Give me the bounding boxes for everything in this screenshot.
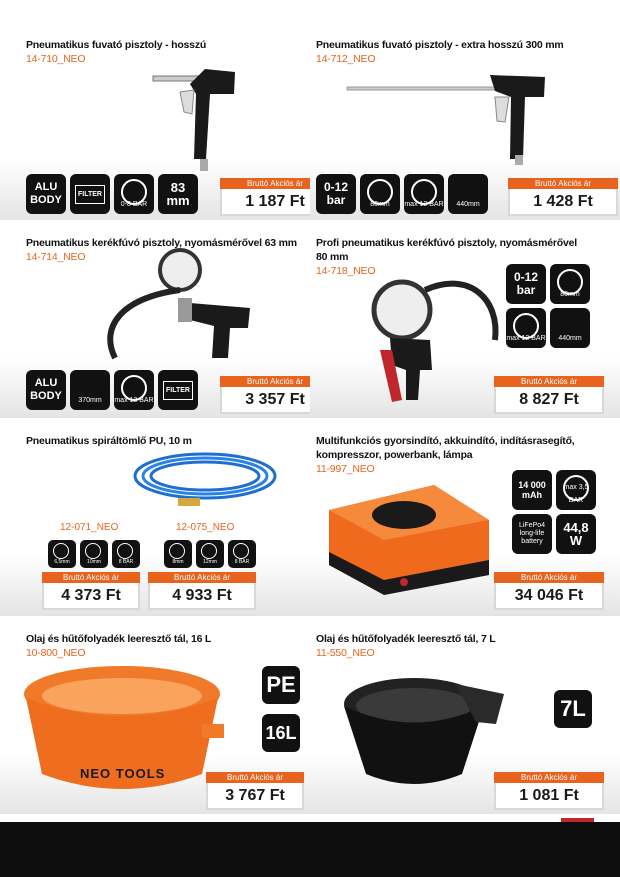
pressure-gauge-icon: max 12 BAR <box>114 370 154 410</box>
product-card-10-800 <box>0 616 310 814</box>
variant-code: 12-075_NEO <box>176 522 235 533</box>
air-blow-gun-image <box>150 64 240 172</box>
feature-badges <box>26 370 198 410</box>
product-title: Profi pneumatikus kerékfúvó pisztoly, nyomásmérővel 80 mm 14-718_NEO <box>316 237 577 277</box>
jump-starter-image <box>324 480 492 598</box>
neo-tools-logo: NEO TOOLS <box>80 766 166 781</box>
product-title: Multifunkciós gyorsindító, akkuindító, indításrasegítő, kompresszor, powerbank, lámpa 11-997_NEO <box>316 435 575 475</box>
tire-inflator-gun-image <box>80 248 260 368</box>
material-pe-badge: PE <box>262 666 300 704</box>
pressure-range-badge: 0-12 bar <box>506 264 546 304</box>
product-card-14-714 <box>0 220 310 418</box>
diameter-icon: 80mm <box>550 264 590 304</box>
price-box: Bruttó Akciós ár 4 933 Ft <box>148 572 256 612</box>
outer-diameter-icon: 10mm <box>80 540 108 568</box>
pressure-gauge-icon: 8 BAR <box>228 540 256 568</box>
variant-code: 12-071_NEO <box>60 522 119 533</box>
length-icon: 440mm <box>550 308 590 348</box>
price-box: Bruttó Akciós ár 8 827 Ft <box>494 376 604 416</box>
filter-icon: FILTER <box>70 174 110 214</box>
feature-badges <box>26 174 198 214</box>
inner-diameter-icon: 8mm <box>164 540 192 568</box>
power-badge: 44,8 W <box>556 514 596 554</box>
price-box: Bruttó Akciós ár 3 357 Ft <box>220 376 330 416</box>
filter-icon: FILTER <box>158 370 198 410</box>
price-box: Bruttó Akciós ár 1 187 Ft <box>220 178 330 218</box>
pro-tire-inflator-image <box>370 270 510 410</box>
price-box: Bruttó Akciós ár 4 373 Ft <box>42 572 140 612</box>
oil-drain-pan-7l-image <box>336 664 506 794</box>
length-badge: 83 mm <box>158 174 198 214</box>
alu-body-badge: ALU BODY <box>26 370 66 410</box>
product-card-14-712 <box>310 22 620 220</box>
product-title: Olaj és hűtőfolyadék leeresztő tál, 7 L 11-550_NEO <box>316 633 496 659</box>
price-box: Bruttó Akciós ár 3 767 Ft <box>206 772 304 812</box>
capacity-badge: 7L <box>554 690 592 728</box>
price-box: Bruttó Akciós ár 1 428 Ft <box>508 178 618 218</box>
product-card-11-997 <box>310 418 620 616</box>
pressure-gauge-icon: max 12 BAR <box>506 308 546 348</box>
capacity-badge: 14 000 mAh <box>512 470 552 510</box>
price-box: Bruttó Akciós ár 1 081 Ft <box>494 772 604 812</box>
product-card-14-718 <box>310 220 620 418</box>
alu-body-badge: ALU BODY <box>26 174 66 214</box>
product-card-11-550 <box>310 616 620 814</box>
pressure-gauge-icon: max 12 BAR <box>404 174 444 214</box>
pressure-gauge-icon: 8 BAR <box>112 540 140 568</box>
price-box: Bruttó Akciós ár 34 046 Ft <box>494 572 604 612</box>
product-card-spiral-hose <box>0 418 310 616</box>
product-title: Pneumatikus kerékfúvó pisztoly, nyomásmérővel 63 mm 14-714_NEO <box>26 237 297 263</box>
product-card-14-710 <box>0 22 310 220</box>
variant-1-badges <box>48 540 140 568</box>
variant-2-badges <box>164 540 256 568</box>
product-title: Olaj és hűtőfolyadék leeresztő tál, 16 L 10-800_NEO <box>26 633 212 659</box>
feature-badges <box>316 174 488 214</box>
battery-type-badge: LiFePo4 long-life battery <box>512 514 552 554</box>
pressure-gauge-icon: 0-8 BAR <box>114 174 154 214</box>
length-icon: 440mm <box>448 174 488 214</box>
product-title: Pneumatikus fuvató pisztoly - hosszú 14-710_NEO <box>26 39 207 65</box>
page-footer-bar <box>0 822 620 877</box>
capacity-badge: 16L <box>262 714 300 752</box>
feature-badges <box>512 470 600 554</box>
feature-badges <box>506 264 598 348</box>
inner-diameter-icon: 6,5mm <box>48 540 76 568</box>
spiral-hose-image <box>130 438 280 518</box>
pressure-range-badge: 0-12 bar <box>316 174 356 214</box>
outer-diameter-icon: 12mm <box>196 540 224 568</box>
pressure-gauge-icon: max 3,5 BAR <box>556 470 596 510</box>
product-title: Pneumatikus spiráltömlő PU, 10 m <box>26 435 192 447</box>
diameter-icon: 80mm <box>360 174 400 214</box>
hose-length-icon: 370mm <box>70 370 110 410</box>
air-blow-gun-long-image <box>345 67 555 167</box>
product-title: Pneumatikus fuvató pisztoly - extra hosszú 300 mm 14-712_NEO <box>316 39 564 65</box>
